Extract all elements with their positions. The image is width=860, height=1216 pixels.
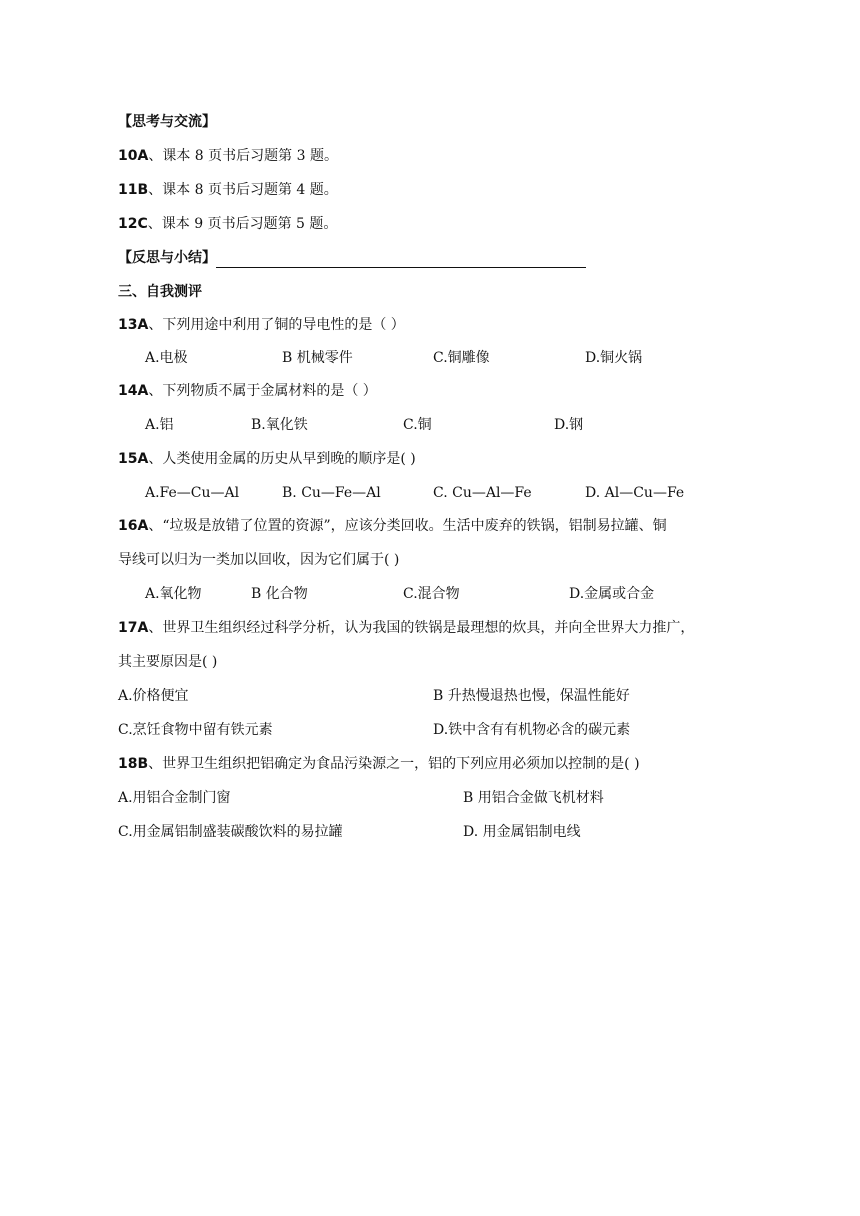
question-stem: 、下列物质不属于金属材料的是（ ） bbox=[148, 383, 377, 399]
q17-option-c[interactable]: C.烹饪食物中留有铁元素 bbox=[118, 722, 273, 738]
exercise-number: 10A bbox=[118, 148, 149, 164]
q18-option-d[interactable]: D. 用金属铝制电线 bbox=[463, 824, 581, 840]
question-number: 13A bbox=[118, 317, 149, 333]
q16-option-a[interactable]: A.氧化物 bbox=[145, 586, 202, 602]
q15-option-d[interactable]: D. Al—Cu—Fe bbox=[585, 485, 685, 501]
q18-option-a[interactable]: A.用铝合金制门窗 bbox=[118, 790, 231, 806]
question-17-continued: 其主要原因是( ) bbox=[118, 654, 218, 670]
heading-reflection-summary: 【反思与小结】 bbox=[118, 250, 216, 266]
question-14 bbox=[118, 381, 377, 401]
exercise-12c bbox=[118, 214, 337, 234]
heading-think-and-discuss: 【思考与交流】 bbox=[118, 114, 216, 130]
exercise-text: 、课本 8 页书后习题第 3 题。 bbox=[148, 148, 338, 164]
section-self-assessment: 三、自我测评 bbox=[118, 284, 202, 300]
q15-option-b[interactable]: B. Cu—Fe—Al bbox=[282, 485, 381, 501]
q14-option-a[interactable]: A.铝 bbox=[145, 417, 174, 433]
question-stem: 、世界卫生组织把铝确定为食品污染源之一，铝的下列应用必须加以控制的是( ) bbox=[148, 756, 640, 772]
question-16 bbox=[118, 516, 667, 536]
exercise-number: 12C bbox=[118, 216, 148, 232]
question-15 bbox=[118, 449, 416, 469]
q18-option-c[interactable]: C.用金属铝制盛装碳酸饮料的易拉罐 bbox=[118, 824, 343, 840]
reflection-row bbox=[118, 248, 586, 268]
q16-option-b[interactable]: B 化合物 bbox=[251, 586, 308, 602]
question-stem: 、人类使用金属的历史从早到晚的顺序是( ) bbox=[148, 451, 416, 467]
q17-option-a[interactable]: A.价格便宜 bbox=[118, 688, 189, 704]
q15-option-a[interactable]: A.Fe—Cu—Al bbox=[145, 485, 240, 501]
q16-option-d[interactable]: D.金属或合金 bbox=[569, 586, 655, 602]
exercise-10a bbox=[118, 146, 338, 166]
q13-option-d[interactable]: D.铜火锅 bbox=[585, 350, 643, 366]
question-stem: 、世界卫生组织经过科学分析，认为我国的铁锅是最理想的炊具，并向全世界大力推广， bbox=[148, 620, 695, 636]
exercise-text: 、课本 9 页书后习题第 5 题。 bbox=[147, 216, 338, 232]
q13-option-c[interactable]: C.铜雕像 bbox=[433, 350, 490, 366]
question-stem: 、下列用途中利用了铜的导电性的是（ ） bbox=[148, 317, 405, 333]
q14-option-b[interactable]: B.氧化铁 bbox=[251, 417, 308, 433]
q13-option-b[interactable]: B 机械零件 bbox=[282, 350, 353, 366]
question-18 bbox=[118, 754, 640, 774]
question-number: 15A bbox=[118, 451, 149, 467]
q13-option-a[interactable]: A.电极 bbox=[145, 350, 188, 366]
question-number: 16A bbox=[118, 518, 149, 534]
question-number: 14A bbox=[118, 383, 149, 399]
q17-option-d[interactable]: D.铁中含有有机物必含的碳元素 bbox=[433, 722, 631, 738]
q18-option-b[interactable]: B 用铝合金做飞机材料 bbox=[463, 790, 604, 806]
question-number: 17A bbox=[118, 620, 149, 636]
question-number: 18B bbox=[118, 756, 149, 772]
question-16-continued: 导线可以归为一类加以回收，因为它们属于( ) bbox=[118, 552, 400, 568]
q16-option-c[interactable]: C.混合物 bbox=[403, 586, 460, 602]
question-13 bbox=[118, 315, 405, 335]
q14-option-c[interactable]: C.铜 bbox=[403, 417, 432, 433]
exercise-text: 、课本 8 页书后习题第 4 题。 bbox=[148, 182, 338, 198]
question-17 bbox=[118, 618, 694, 638]
exercise-11b bbox=[118, 180, 338, 200]
q14-option-d[interactable]: D.钢 bbox=[554, 417, 584, 433]
question-stem: 、“垃圾是放错了位置的资源”，应该分类回收。生活中废弃的铁锅，铝制易拉罐、铜 bbox=[148, 518, 667, 534]
answer-blank-line[interactable] bbox=[216, 251, 586, 268]
q17-option-b[interactable]: B 升热慢退热也慢，保温性能好 bbox=[433, 688, 630, 704]
exercise-number: 11B bbox=[118, 182, 149, 198]
q15-option-c[interactable]: C. Cu—Al—Fe bbox=[433, 485, 532, 501]
